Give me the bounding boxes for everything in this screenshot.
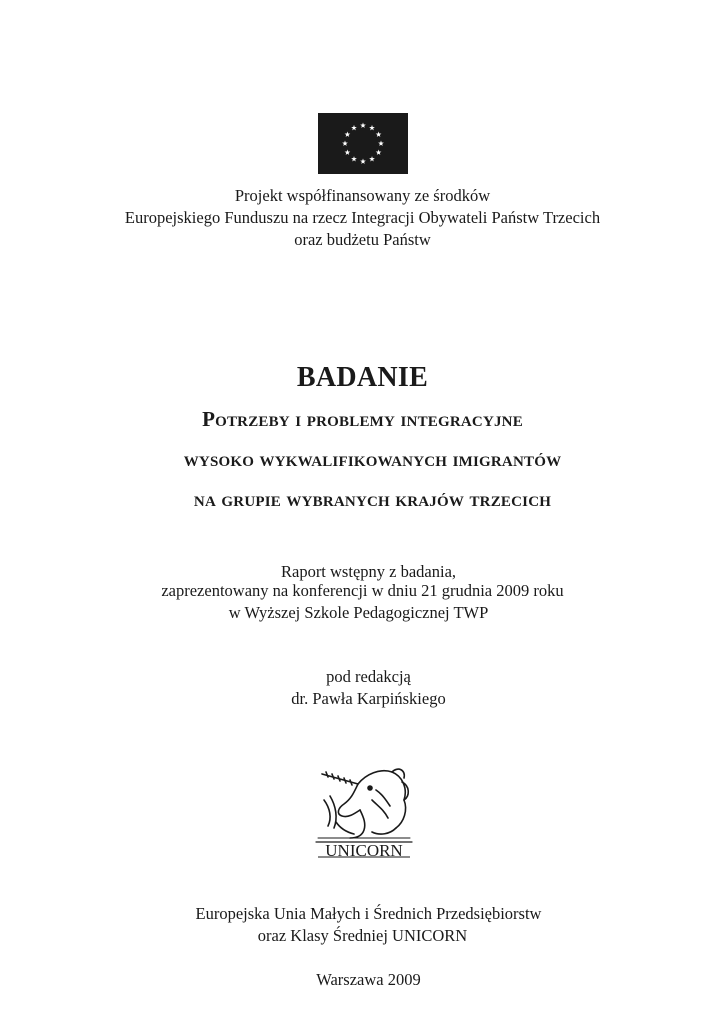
- document-title: BADANIE: [296, 362, 429, 393]
- eu-stars: [318, 113, 408, 174]
- publisher-line-2: oraz Klasy Średniej UNICORN: [257, 926, 468, 945]
- logo-text: UNICORN: [325, 841, 403, 858]
- funding-line-1: Projekt współfinansowany ze środków: [234, 186, 491, 205]
- report-line-1: Raport wstępny z badania,: [280, 562, 457, 581]
- eu-flag-icon: [318, 113, 408, 174]
- star-icon: [351, 156, 357, 161]
- editor-name: dr. Pawła Karpińskiego: [291, 689, 446, 708]
- funding-line-2: Europejskiego Funduszu na rzecz Integracji Obywateli Państw Trzecich: [124, 208, 601, 227]
- star-icon: [351, 125, 357, 130]
- star-icon: [378, 141, 384, 146]
- star-icon: [360, 159, 366, 164]
- star-icon: [345, 132, 351, 137]
- place-year: Warszawa 2009: [316, 970, 421, 989]
- star-icon: [369, 156, 375, 161]
- subtitle-line-3: na grupie wybranych krajów trzecich: [193, 487, 552, 511]
- report-line-2: zaprezentowany na konferencji w dniu 21 grudnia 2009 roku: [161, 581, 564, 600]
- subtitle-line-1: Potrzeby i problemy integracyjne: [202, 407, 523, 431]
- star-icon: [369, 125, 375, 130]
- star-icon: [360, 123, 366, 128]
- star-icon: [376, 150, 382, 155]
- star-icon: [345, 150, 351, 155]
- report-line-3: w Wyższej Szkole Pedagogicznej TWP: [228, 603, 489, 622]
- star-icon: [376, 132, 382, 137]
- funding-line-3: oraz budżetu Państw: [294, 230, 431, 249]
- editor-label: pod redakcją: [326, 667, 411, 686]
- unicorn-head-icon: [314, 760, 414, 858]
- publisher-line-1: Europejska Unia Małych i Średnich Przedsiębiorstw: [195, 904, 542, 923]
- subtitle-line-2: wysoko wykwalifikowanych imigrantów: [183, 447, 562, 471]
- star-icon: [342, 141, 348, 146]
- unicorn-logo: [314, 760, 414, 858]
